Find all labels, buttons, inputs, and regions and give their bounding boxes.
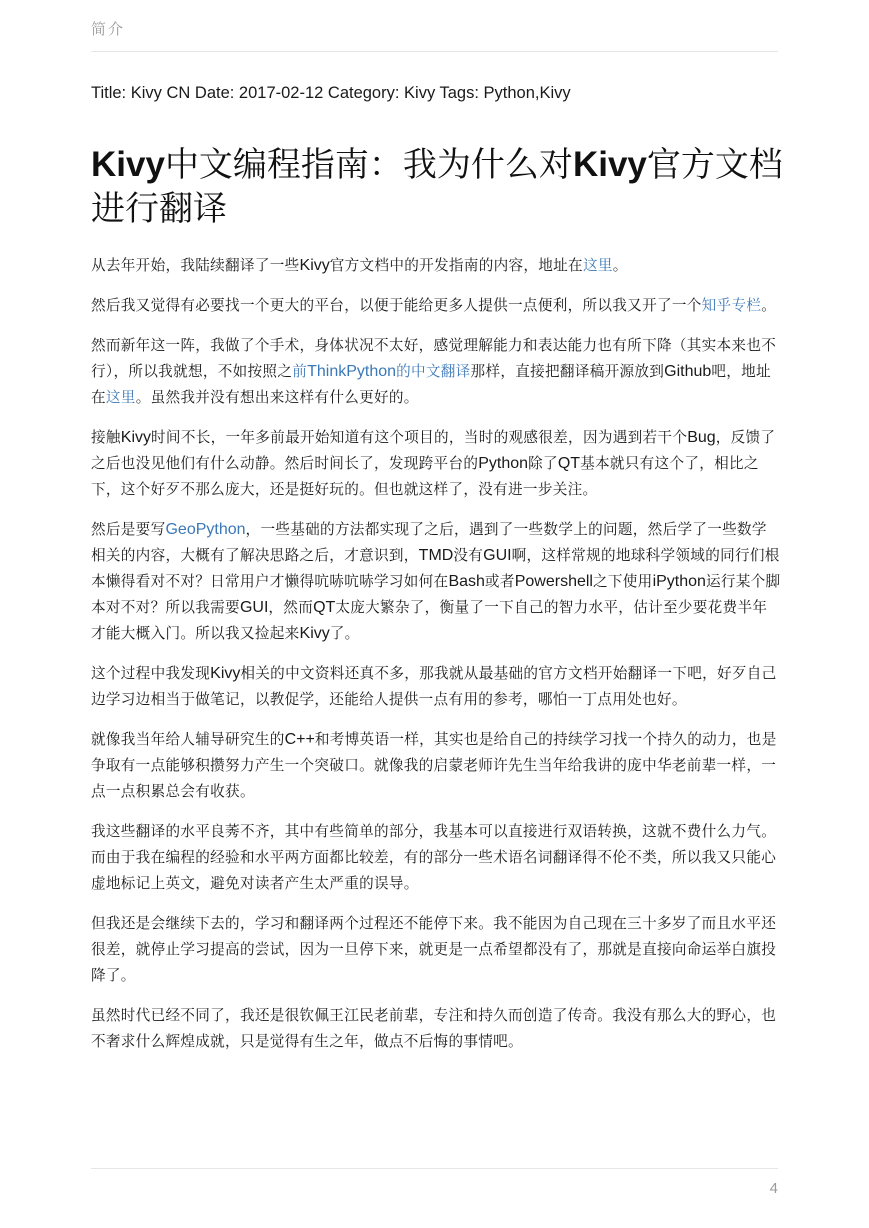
paragraph-3: 然而新年这一阵，我做了个手术，身体状况不太好，感觉理解能力和表达能力也有所下降（其实本来也不行），所以我就想，不如按照之前ThinkPython的中文翻译那样，直接把翻译稿开源放到Github吧，地址在这里。虽然我并没有想出来这样有什么更好的。 <box>91 337 777 406</box>
article-title: Kivy中文编程指南：我为什么对Kivy官方文档进行翻译 <box>91 145 783 229</box>
link-zheli-1[interactable]: 这里 <box>582 257 613 274</box>
link-zheli-2[interactable]: 这里 <box>105 389 136 406</box>
paragraph-6: 这个过程中我发现Kivy相关的中文资料还真不多，那我就从最基础的官方文档开始翻译一下吧，好歹自己边学习边相当于做笔记，以教促学，还能给人提供一点有用的参考，哪怕一丁点用处也好。 <box>91 665 777 708</box>
link-zhihu-column[interactable]: 知乎专栏 <box>701 297 762 314</box>
link-thinkpython-translation[interactable]: 前ThinkPython的中文翻译 <box>292 363 471 380</box>
footer-rule <box>91 1168 778 1169</box>
paragraph-7: 就像我当年给人辅导研究生的C++和考博英语一样，其实也是给自己的持续学习找一个持久的动力，也是争取有一点能够积攒努力产生一个突破口。就像我的启蒙老师许先生当年给我讲的庞中华老前辈一样，一点一点积累总会有收获。 <box>91 731 777 800</box>
paragraph-5: 然后是要写GeoPython，一些基础的方法都实现了之后，遇到了一些数学上的问题，然后学了一些数学相关的内容，大概有了解决思路之后，才意识到，TMD没有GUI啊，这样常规的地球科学领域的同行们根本懒得看对不对？日常用户才懒得吭哧吭哧学习如何在Bash或者Powershell之下使用iPython运行某个脚本对不对？所以我需要GUI，然而QT太庞大繁杂了，衡量了一下自己的智力水平，估计至少要花费半年才能大概入门。所以我又捡起来Kivy了。 <box>91 521 781 642</box>
article-meta: Title: Kivy CN Date: 2017-02-12 Category: Kivy Tags: Python,Kivy <box>91 84 571 102</box>
section-title: 简介 <box>91 20 126 38</box>
page-header <box>91 18 778 52</box>
article-body <box>91 253 781 1069</box>
paragraph-9: 但我还是会继续下去的，学习和翻译两个过程还不能停下来。我不能因为自己现在三十多岁了而且水平还很差，就停止学习提高的尝试，因为一旦停下来，就更是一点希望都没有了，那就是直接向命运举白旗投降了。 <box>91 915 777 984</box>
page-number: 4 <box>769 1180 778 1197</box>
paragraph-2: 然后我又觉得有必要找一个更大的平台，以便于能给更多人提供一点便利，所以我又开了一个知乎专栏。 <box>91 297 777 314</box>
paragraph-10: 虽然时代已经不同了，我还是很钦佩王江民老前辈，专注和持久而创造了传奇。我没有那么大的野心，也不奢求什么辉煌成就，只是觉得有生之年，做点不后悔的事情吧。 <box>91 1007 777 1050</box>
link-geopython[interactable]: GeoPython <box>165 521 246 538</box>
paragraph-4: 接触Kivy时间不长，一年多前最开始知道有这个项目的，当时的观感很差，因为遇到若干个Bug，反馈了之后也没见他们有什么动静。然后时间长了，发现跨平台的Python除了QT基本就只有这个了，相比之下，这个好歹不那么庞大，还是挺好玩的。但也就这样了，没有进一步关注。 <box>91 429 776 498</box>
paragraph-8: 我这些翻译的水平良莠不齐，其中有些简单的部分，我基本可以直接进行双语转换，这就不费什么力气。而由于我在编程的经验和水平两方面都比较差，有的部分一些术语名词翻译得不伦不类，所以我又只能心虚地标记上英文，避免对读者产生太严重的误导。 <box>91 823 777 892</box>
paragraph-1: 从去年开始，我陆续翻译了一些Kivy官方文档中的开发指南的内容，地址在这里。 <box>91 257 628 274</box>
